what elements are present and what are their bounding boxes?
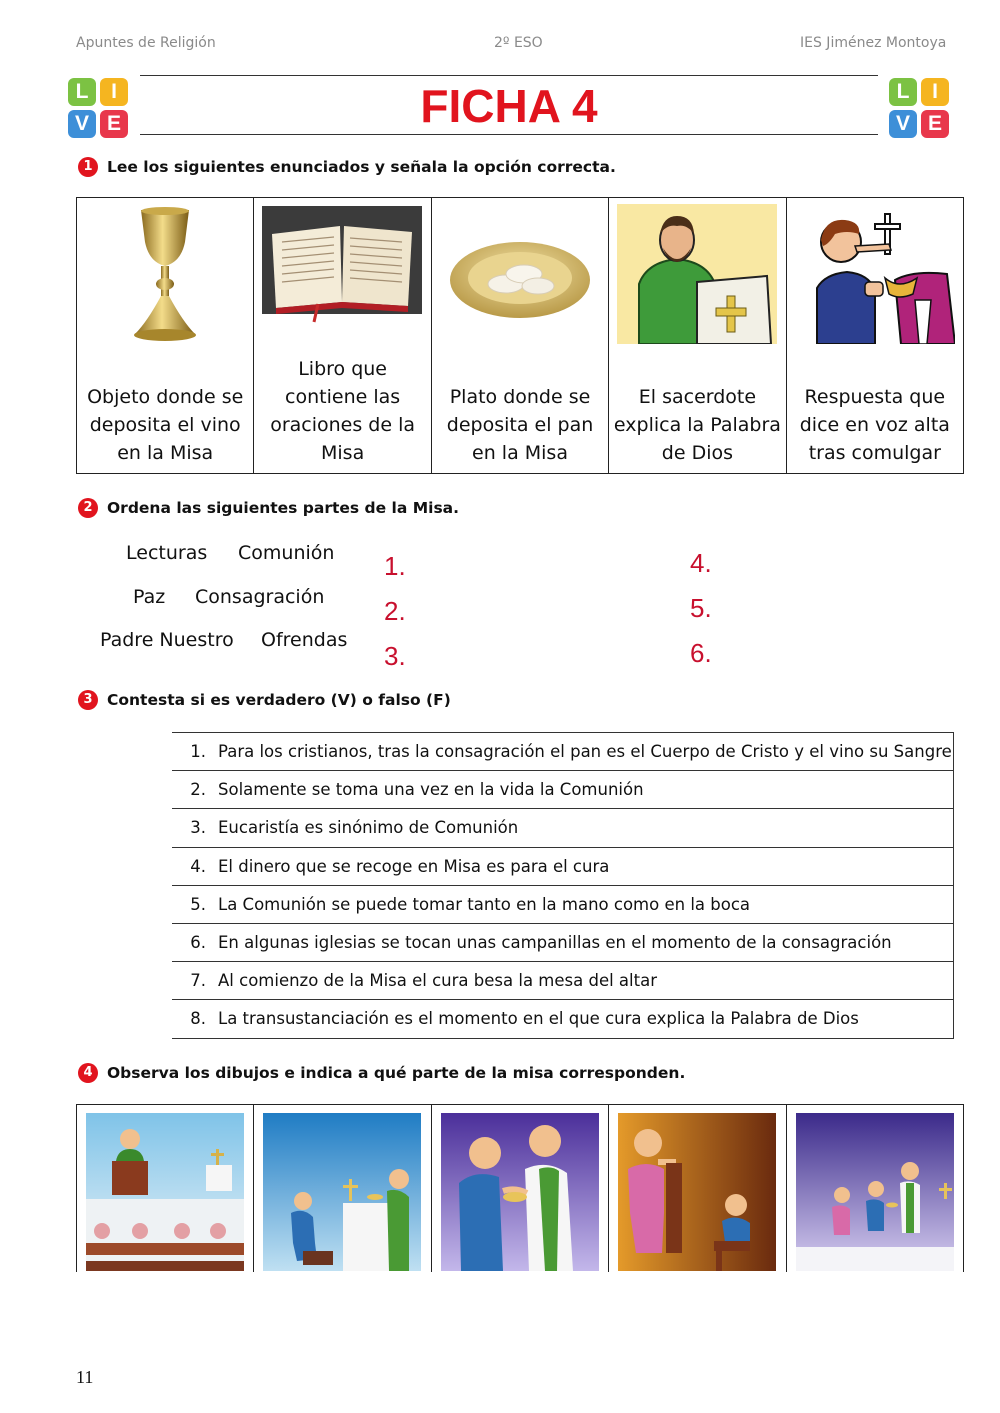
statement-number: 7. bbox=[190, 971, 206, 991]
section2-instruction-text: Ordena las siguientes partes de la Misa. bbox=[107, 499, 460, 517]
word-paz: Paz bbox=[133, 586, 166, 608]
statement-number: 1. bbox=[190, 742, 206, 762]
logo-letter-v: V bbox=[68, 110, 96, 138]
section3-instruction-text: Contesta si es verdadero (V) o falso (F) bbox=[107, 691, 451, 709]
card-chalice[interactable] bbox=[77, 198, 254, 473]
statement-text: Para los cristianos, tras la consagración el pan es el Cuerpo de Cristo y el vino su Sangre bbox=[218, 742, 952, 762]
card-caption: Objeto donde se deposita el vino en la Misa bbox=[87, 386, 244, 464]
drawing-cell[interactable] bbox=[77, 1105, 254, 1272]
card-priest[interactable] bbox=[609, 198, 786, 473]
word-comunion: Comunión bbox=[238, 542, 335, 564]
communion-icon bbox=[795, 204, 955, 344]
communion-hands-icon bbox=[441, 1113, 599, 1271]
section4-instruction bbox=[78, 1063, 685, 1083]
section3-instruction bbox=[78, 690, 451, 710]
page-number: 11 bbox=[76, 1367, 94, 1387]
card-communion[interactable] bbox=[787, 198, 963, 473]
statement-number: 2. bbox=[190, 780, 206, 800]
logo-letter-l: L bbox=[68, 78, 96, 106]
prayer-icon bbox=[618, 1113, 776, 1271]
word-consagracion: Consagración bbox=[195, 586, 325, 608]
logo-letter-v: V bbox=[889, 110, 917, 138]
table-row[interactable] bbox=[172, 848, 954, 886]
statement-number: 4. bbox=[190, 856, 206, 876]
live-logo-left bbox=[68, 78, 130, 140]
statement-text: Al comienzo de la Misa el cura besa la mesa del altar bbox=[218, 971, 657, 991]
statement-number: 6. bbox=[190, 933, 206, 953]
table-row[interactable] bbox=[172, 1000, 954, 1038]
statement-text: El dinero que se recoge en Misa es para el cura bbox=[218, 856, 610, 876]
order-slot-3[interactable]: 3. bbox=[384, 641, 406, 671]
section-number-badge: 2 bbox=[78, 498, 98, 518]
true-false-table bbox=[172, 732, 954, 1039]
priest-preaching-icon bbox=[617, 204, 777, 344]
section1-instruction bbox=[78, 157, 616, 177]
statement-text: Solamente se toma una vez en la vida la Comunión bbox=[218, 780, 644, 800]
statement-number: 5. bbox=[190, 894, 206, 914]
missal-book-icon bbox=[262, 204, 422, 344]
sign-of-peace-icon bbox=[796, 1113, 954, 1271]
section2-instruction bbox=[78, 498, 459, 518]
order-slot-5[interactable]: 5. bbox=[690, 593, 712, 623]
logo-letter-e: E bbox=[100, 110, 128, 138]
card-caption: Libro que contiene las oraciones de la Misa bbox=[270, 358, 416, 464]
paten-icon bbox=[440, 204, 600, 344]
table-row[interactable] bbox=[172, 809, 954, 847]
table-row[interactable] bbox=[172, 771, 954, 809]
section1-instruction-text: Lee los siguientes enunciados y señala la opción correcta. bbox=[107, 158, 616, 176]
table-row[interactable] bbox=[172, 924, 954, 962]
order-slot-1[interactable]: 1. bbox=[384, 551, 406, 581]
card-caption: El sacerdote explica la Palabra de Dios bbox=[613, 386, 781, 464]
order-slot-6[interactable]: 6. bbox=[690, 638, 712, 668]
drawing-cell[interactable] bbox=[609, 1105, 786, 1272]
statement-number: 8. bbox=[190, 1009, 206, 1029]
chalice-icon bbox=[85, 204, 245, 344]
section-number-badge: 3 bbox=[78, 690, 98, 710]
section-number-badge: 4 bbox=[78, 1063, 98, 1083]
statement-text: En algunas iglesias se tocan unas campanillas en el momento de la consagración bbox=[218, 933, 892, 953]
table-row[interactable] bbox=[172, 733, 954, 771]
logo-letter-l: L bbox=[889, 78, 917, 106]
offertory-icon bbox=[263, 1113, 421, 1271]
section-number-badge: 1 bbox=[78, 157, 98, 177]
card-caption: Respuesta que dice en voz alta tras comulgar bbox=[799, 386, 950, 464]
order-slot-2[interactable]: 2. bbox=[384, 596, 406, 626]
title-rule-bottom bbox=[140, 134, 878, 135]
drawing-cell[interactable] bbox=[254, 1105, 431, 1272]
statement-text: Eucaristía es sinónimo de Comunión bbox=[218, 818, 519, 838]
logo-letter-i: I bbox=[100, 78, 128, 106]
header-left-text: Apuntes de Religión bbox=[76, 35, 216, 51]
section4-drawings bbox=[76, 1104, 964, 1272]
table-row[interactable] bbox=[172, 886, 954, 924]
page-title: FICHA 4 bbox=[420, 80, 598, 132]
word-lecturas: Lecturas bbox=[126, 542, 208, 564]
readings-icon bbox=[86, 1113, 244, 1271]
word-padre-nuestro: Padre Nuestro bbox=[100, 629, 234, 651]
drawing-cell[interactable] bbox=[787, 1105, 963, 1272]
card-missal[interactable] bbox=[254, 198, 431, 473]
card-caption: Plato donde se deposita el pan en la Misa bbox=[446, 386, 594, 464]
header-middle-text: 2º ESO bbox=[494, 35, 543, 51]
section4-instruction-text: Observa los dibujos e indica a qué parte de la misa corresponden. bbox=[107, 1064, 686, 1082]
statement-text: La Comunión se puede tomar tanto en la mano como en la boca bbox=[218, 894, 751, 914]
statement-number: 3. bbox=[190, 818, 206, 838]
header-right-text: IES Jiménez Montoya bbox=[800, 35, 947, 51]
word-ofrendas: Ofrendas bbox=[261, 629, 348, 651]
section1-cards bbox=[76, 197, 964, 474]
drawing-cell[interactable] bbox=[432, 1105, 609, 1272]
live-logo-right bbox=[889, 78, 951, 140]
card-paten[interactable] bbox=[432, 198, 609, 473]
title-rule-top bbox=[140, 75, 878, 76]
logo-letter-e: E bbox=[921, 110, 949, 138]
table-row[interactable] bbox=[172, 962, 954, 1000]
logo-letter-i: I bbox=[921, 78, 949, 106]
order-slot-4[interactable]: 4. bbox=[690, 548, 712, 578]
statement-text: La transustanciación es el momento en el que cura explica la Palabra de Dios bbox=[218, 1009, 859, 1029]
